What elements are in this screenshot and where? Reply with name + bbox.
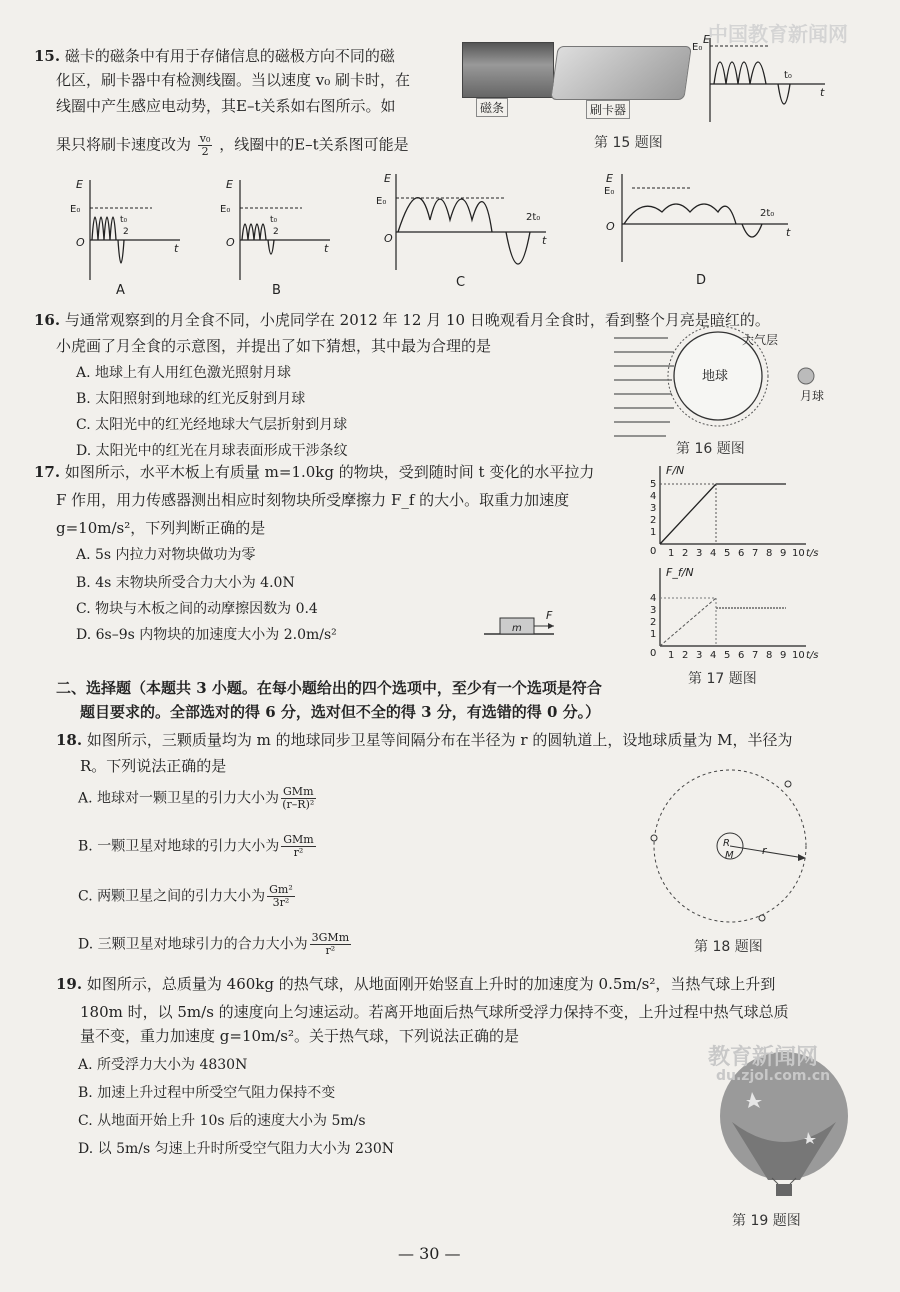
f-graph-yticks (650, 479, 656, 538)
q16-figure-caption: 第 16 题图 (676, 441, 745, 457)
q15-option-d-graph (602, 170, 792, 294)
q19-line3: 量不变，重力加速度 g=10m/s²。关于热气球，下列说法正确的是 (80, 1027, 520, 1045)
f-xtick: 2 (682, 548, 689, 559)
fig-earth-label: 地球 (702, 369, 729, 384)
f-ytick: 5 (650, 479, 657, 490)
watermark-url: du.zjol.com.cn (716, 1068, 831, 1084)
q16-option-a: A. 地球上有人用红色激光照射月球 (76, 365, 292, 381)
ref-t-axis: t (820, 86, 825, 99)
opt-b-t-axis: t (324, 242, 329, 255)
f-xtick: 10 (792, 548, 805, 559)
ff-ytick: 4 (650, 593, 657, 604)
fig-atmosphere-label: 大气层 (742, 333, 779, 347)
magnetic-card (462, 42, 554, 98)
q15-frac-den: 2 (201, 145, 209, 158)
q19-line1-text: 如图所示，总质量为 460kg 的热气球，从地面刚开始竖直上升时的加速度为 0.5m/s²，当热气球上升到 (86, 975, 776, 993)
q19-option-b: B. 加速上升过程中所受空气阻力保持不变 (78, 1085, 336, 1101)
f-ytick: 3 (650, 503, 657, 514)
frac-den: (r–R)² (282, 798, 315, 811)
q18-opt-b-frac (281, 834, 315, 859)
q16-eclipse-diagram (608, 328, 838, 448)
ff-graph-yticks (650, 593, 656, 640)
f-xtick: 1 (668, 548, 675, 559)
q17-ff-graph (646, 564, 819, 661)
label-magnetic-strip: 磁条 (476, 98, 508, 117)
q16-option-b: B. 太阳照射到地球的红光反射到月球 (76, 391, 306, 407)
q15-option-c-graph (374, 170, 554, 294)
q15-line4-pre: 果只将刷卡速度改为 (56, 135, 192, 154)
f-xtick: 4 (710, 548, 717, 559)
watermark-top: 中国教育新闻网 (708, 22, 848, 46)
q19-line1 (56, 974, 775, 994)
q15-line4 (56, 133, 409, 158)
q17-line2: F 作用，用力传感器测出相应时刻物块所受摩擦力 F_f 的大小。取重力加速度 (56, 491, 570, 509)
section2-line1 (56, 678, 602, 698)
opt-a-tmark-num: t₀ (120, 215, 128, 225)
ff-ytick: 1 (650, 629, 657, 640)
q17-option-a: A. 5s 内拉力对物块做功为零 (76, 547, 256, 563)
q18-number: 18. (56, 731, 83, 749)
q16-line1 (34, 310, 770, 330)
ff-graph-origin: 0 (650, 648, 657, 659)
q19-number: 19. (56, 975, 83, 993)
q15-frac-num: v₀ (199, 132, 211, 145)
q18-opt-c-frac (267, 884, 295, 909)
q15-line3: 线圈中产生感应电动势，其E–t关系如右图所示。如 (56, 97, 396, 115)
ref-t0: t₀ (784, 70, 792, 81)
fig-moon-label: 月球 (800, 389, 825, 403)
f-graph-xlabel: t/s (806, 548, 819, 559)
fig-r-earth: R (723, 838, 730, 849)
q15-line1-text: 磁卡的磁条中有用于存储信息的磁极方向不同的磁 (64, 47, 395, 65)
page-number: — 30 — (398, 1244, 461, 1263)
ff-ytick: 2 (650, 617, 657, 628)
ff-graph-ylabel: F_f/N (666, 566, 694, 579)
q15-option-a-graph (62, 176, 182, 296)
fig-orbit-radius: r (762, 844, 767, 857)
q19-figure-caption: 第 19 题图 (732, 1213, 801, 1229)
ff-xtick: 1 (668, 650, 675, 661)
opt-d-origin: O (606, 220, 615, 233)
q18-option-b (78, 834, 318, 859)
opt-a-tmark-den: 2 (123, 227, 129, 237)
q18-opt-d-text: D. 三颗卫星对地球引力的合力大小为 (78, 936, 308, 953)
q15-line2: 化区，刷卡器中有检测线圈。当以速度 v₀ 刷卡时，在 (56, 71, 411, 89)
ref-e0: E₀ (692, 42, 703, 53)
q17-block-diagram (484, 608, 564, 638)
ff-graph-xticks (668, 650, 805, 661)
ff-xtick: 10 (792, 650, 805, 661)
ff-graph-xlabel: t/s (806, 650, 819, 661)
frac-num: Gm² (269, 883, 293, 896)
q18-line1-text: 如图所示，三颗质量均为 m 的地球同步卫星等间隔分布在半径为 r 的圆轨道上，设地球质量为 M，半径为 (86, 731, 793, 749)
q17-number: 17. (34, 463, 61, 481)
opt-d-e-axis: E (606, 172, 613, 185)
q18-option-d (78, 932, 353, 957)
q16-option-d: D. 太阳光中的红光在月球表面形成干涉条纹 (76, 443, 348, 459)
label-card-reader: 刷卡器 (586, 100, 630, 119)
opt-c-t-axis: t (542, 234, 547, 247)
opt-d-letter: D (696, 273, 707, 288)
ff-xtick: 7 (752, 650, 759, 661)
ff-xtick: 8 (766, 650, 773, 661)
f-graph-ylabel: F/N (666, 464, 685, 477)
ref-e-axis: E (703, 33, 710, 46)
opt-a-e-axis: E (76, 178, 83, 191)
section2-line1-text: （本题共 3 小题。在每小题给出的四个选项中，至少有一个选项是符合 (131, 679, 602, 697)
block-label: m (512, 623, 522, 634)
ff-xtick: 5 (724, 650, 731, 661)
opt-d-e0: E₀ (604, 186, 615, 197)
frac-den: r² (325, 944, 336, 957)
q19-line2: 180m 时，以 5m/s 的速度向上匀速运动。若离开地面后热气球所受浮力保持不变，上升过程中热气球总质 (80, 1003, 789, 1021)
frac-num: GMm (283, 785, 314, 798)
q17-option-c: C. 物块与木板之间的动摩擦因数为 0.4 (76, 601, 318, 617)
opt-b-letter: B (272, 283, 281, 298)
f-xtick: 8 (766, 548, 773, 559)
q15-line1 (34, 46, 395, 66)
q19-option-c: C. 从地面开始上升 10s 后的速度大小为 5m/s (78, 1113, 366, 1129)
card-reader (550, 46, 692, 100)
opt-b-tmark-num: t₀ (270, 215, 278, 225)
opt-a-t-axis: t (174, 242, 179, 255)
opt-c-e-axis: E (384, 172, 391, 185)
f-xtick: 7 (752, 548, 759, 559)
q18-orbit-diagram (650, 766, 830, 936)
f-graph-xticks (668, 548, 805, 559)
card-reader-photo (462, 36, 690, 120)
q18-opt-d-frac (310, 932, 351, 957)
f-ytick: 1 (650, 527, 657, 538)
section2-title: 二、选择题 (56, 679, 132, 697)
q17-line1-text: 如图所示，水平木板上有质量 m=1.0kg 的物块，受到随时间 t 变化的水平拉力 (64, 463, 595, 481)
f-ytick: 4 (650, 491, 657, 502)
ff-xtick: 3 (696, 650, 703, 661)
ff-xtick: 6 (738, 650, 745, 661)
q16-number: 16. (34, 311, 61, 329)
frac-num: GMm (283, 833, 314, 846)
f-xtick: 3 (696, 548, 703, 559)
q15-speed-fraction (198, 133, 213, 158)
q17-f-graph (646, 462, 819, 559)
f-ytick: 2 (650, 515, 657, 526)
opt-d-t-axis: t (786, 226, 791, 239)
section2-line2: 题目要求的。全部选对的得 6 分，选对但不全的得 3 分，有选错的得 0 分。） (80, 703, 601, 721)
q15-option-b-graph (212, 176, 332, 296)
q17-option-b: B. 4s 末物块所受合力大小为 4.0N (76, 575, 295, 591)
force-label: F (546, 609, 553, 622)
opt-d-tmark: 2t₀ (760, 208, 775, 219)
q17-line1 (34, 462, 594, 482)
frac-den: r² (293, 846, 304, 859)
ff-xtick: 2 (682, 650, 689, 661)
q18-opt-a-text: A. 地球对一颗卫星的引力大小为 (78, 790, 280, 807)
frac-den: 3r² (272, 896, 290, 909)
opt-b-e0: E₀ (220, 204, 231, 215)
q18-opt-b-text: B. 一颗卫星对地球的引力大小为 (78, 838, 280, 855)
opt-b-e-axis: E (226, 178, 233, 191)
ff-xtick: 4 (710, 650, 717, 661)
opt-c-origin: O (384, 232, 393, 245)
opt-a-letter: A (116, 283, 125, 298)
q15-reference-graph (692, 33, 830, 124)
q18-option-a (78, 786, 318, 811)
q16-line2: 小虎画了月全食的示意图，并提出了如下猜想，其中最为合理的是 (56, 337, 492, 355)
fig-m-earth: M (725, 850, 734, 861)
q17-option-d: D. 6s–9s 内物块的加速度大小为 2.0m/s² (76, 627, 337, 643)
opt-b-origin: O (226, 236, 235, 249)
f-graph-origin: 0 (650, 546, 657, 557)
q18-opt-c-text: C. 两颗卫星之间的引力大小为 (78, 888, 266, 905)
f-xtick: 6 (738, 548, 745, 559)
f-xtick: 5 (724, 548, 731, 559)
opt-a-origin: O (76, 236, 85, 249)
opt-a-e0: E₀ (70, 204, 81, 215)
opt-c-letter: C (456, 275, 466, 290)
q16-option-c: C. 太阳光中的红光经地球大气层折射到月球 (76, 417, 348, 433)
q16-line1-text: 与通常观察到的月全食不同，小虎同学在 2012 年 12 月 10 日晚观看月全食时，看到整个月亮是暗红的。 (64, 311, 770, 329)
q18-line2: R。下列说法正确的是 (80, 757, 227, 775)
opt-c-tmark: 2t₀ (526, 212, 541, 223)
q17-figure-caption: 第 17 题图 (688, 671, 757, 687)
watermark-mid: 教育新闻网 (708, 1045, 819, 1070)
f-xtick: 9 (780, 548, 787, 559)
q18-opt-a-frac (281, 786, 315, 811)
q19-option-d: D. 以 5m/s 匀速上升时所受空气阻力大小为 230N (78, 1141, 395, 1157)
ff-ytick: 3 (650, 605, 657, 616)
q19-option-a: A. 所受浮力大小为 4830N (78, 1057, 248, 1073)
opt-b-tmark-den: 2 (273, 227, 279, 237)
q15-figure-caption: 第 15 题图 (594, 135, 663, 151)
q17-line3: g=10m/s²，下列判断正确的是 (56, 519, 266, 537)
q15-number: 15. (34, 47, 61, 65)
frac-num: 3GMm (311, 931, 350, 944)
ff-xtick: 9 (780, 650, 787, 661)
q18-figure-caption: 第 18 题图 (694, 939, 763, 955)
opt-c-e0: E₀ (376, 196, 387, 207)
q18-line1 (56, 730, 793, 750)
q18-option-c (78, 884, 297, 909)
q15-line4-post: ，线圈中的E–t关系图可能是 (219, 135, 409, 154)
